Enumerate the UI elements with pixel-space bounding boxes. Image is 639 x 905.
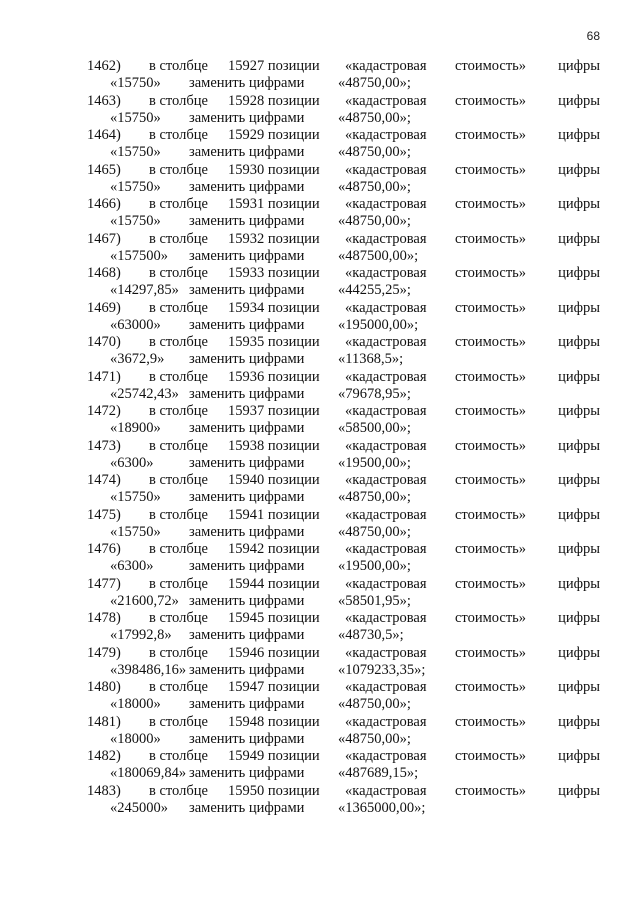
entry-number: 1483) [87, 782, 121, 799]
old-value: «15750» [110, 213, 161, 229]
old-value: «6300» [110, 558, 154, 574]
old-value: «6300» [110, 454, 154, 471]
digits-label: цифры [558, 230, 600, 247]
replace-label: заменить цифрами [189, 765, 305, 781]
column-number: 15949 [228, 748, 265, 764]
old-value: «18900» [110, 420, 161, 436]
cadastral-label: «кадастровая [345, 575, 427, 592]
column-number: 15948 [228, 713, 265, 730]
entry-number: 1475) [87, 506, 121, 523]
cadastral-label: «кадастровая [345, 541, 427, 557]
position-label: позиции [267, 782, 320, 799]
old-value: «15750» [110, 178, 161, 195]
cadastral-label: «кадастровая [345, 230, 427, 247]
cost-label: стоимость» [455, 782, 527, 799]
old-value: «157500» [110, 247, 168, 264]
digits-label: цифры [558, 575, 600, 592]
cost-label: стоимость» [455, 92, 527, 109]
amendment-entry [0, 438, 639, 473]
cost-label: стоимость» [455, 748, 527, 764]
replace-label: заменить цифрами [189, 523, 305, 540]
replace-label: заменить цифрами [189, 454, 305, 471]
cadastral-label: «кадастровая [345, 437, 427, 454]
cost-label: стоимость» [455, 506, 527, 523]
position-label: позиции [267, 437, 320, 454]
amendment-entry [0, 369, 639, 404]
position-label: позиции [267, 368, 320, 385]
amendment-entry [0, 403, 639, 438]
position-ref [228, 162, 320, 179]
position-label: позиции [267, 506, 320, 523]
position-label: позиции [267, 713, 320, 730]
in-column-label: в столбце [149, 782, 208, 799]
position-label: позиции [267, 265, 320, 281]
cost-label: стоимость» [455, 58, 527, 74]
replace-label: заменить цифрами [189, 144, 305, 160]
new-value: «48750,00»; [338, 213, 411, 229]
entry-number: 1462) [87, 58, 121, 74]
new-value: «487500,00»; [338, 247, 419, 264]
cost-label: стоимость» [455, 610, 527, 626]
old-value: «25742,43» [110, 385, 179, 402]
column-number: 15936 [228, 368, 265, 385]
column-number: 15932 [228, 230, 265, 247]
new-value: «58500,00»; [338, 420, 411, 436]
in-column-label: в столбце [149, 58, 208, 74]
old-value: «15750» [110, 144, 161, 160]
old-value: «398486,16» [110, 661, 187, 678]
cost-label: стоимость» [455, 437, 527, 454]
in-column-label: в столбце [149, 506, 208, 523]
position-ref [228, 645, 320, 662]
cost-label: стоимость» [455, 299, 527, 316]
position-ref [228, 438, 320, 455]
old-value: «17992,8» [110, 627, 172, 643]
cost-label: стоимость» [455, 230, 527, 247]
digits-label: цифры [558, 92, 600, 109]
new-value: «19500,00»; [338, 454, 411, 471]
digits-label: цифры [558, 713, 600, 730]
in-column-label: в столбце [149, 334, 208, 350]
cost-label: стоимость» [455, 403, 527, 419]
digits-label: цифры [558, 610, 600, 626]
old-value: «15750» [110, 523, 161, 540]
cadastral-label: «кадастровая [345, 644, 427, 661]
column-number: 15930 [228, 161, 265, 178]
replace-label: заменить цифрами [189, 385, 305, 402]
column-number: 15934 [228, 299, 265, 316]
digits-label: цифры [558, 541, 600, 557]
in-column-label: в столбце [149, 403, 208, 419]
amendment-entry [0, 265, 639, 300]
position-label: позиции [267, 575, 320, 592]
column-number: 15935 [228, 334, 265, 350]
column-number: 15937 [228, 403, 265, 419]
position-ref [228, 196, 320, 213]
cost-label: стоимость» [455, 334, 527, 350]
position-label: позиции [267, 679, 320, 695]
digits-label: цифры [558, 403, 600, 419]
position-ref [228, 679, 320, 696]
position-label: позиции [267, 196, 320, 212]
cost-label: стоимость» [455, 265, 527, 281]
column-number: 15950 [228, 782, 265, 799]
cost-label: стоимость» [455, 644, 527, 661]
old-value: «3672,9» [110, 351, 165, 367]
entry-number: 1471) [87, 368, 121, 385]
old-value: «245000» [110, 799, 168, 816]
cadastral-label: «кадастровая [345, 58, 427, 74]
replace-label: заменить цифрами [189, 420, 305, 436]
in-column-label: в столбце [149, 368, 208, 385]
position-ref [228, 507, 320, 524]
cadastral-label: «кадастровая [345, 161, 427, 178]
position-label: позиции [267, 748, 320, 764]
old-value: «15750» [110, 75, 161, 91]
amendment-entry [0, 300, 639, 335]
position-label: позиции [267, 230, 320, 247]
entry-number: 1474) [87, 472, 121, 488]
in-column-label: в столбце [149, 92, 208, 109]
replace-label: заменить цифрами [189, 282, 305, 298]
in-column-label: в столбце [149, 437, 208, 454]
cadastral-label: «кадастровая [345, 472, 427, 488]
in-column-label: в столбце [149, 644, 208, 661]
new-value: «48750,00»; [338, 730, 411, 747]
column-number: 15940 [228, 472, 265, 488]
new-value: «44255,25»; [338, 282, 411, 298]
replace-label: заменить цифрами [189, 627, 305, 643]
replace-label: заменить цифрами [189, 799, 305, 816]
amendment-entry [0, 576, 639, 611]
in-column-label: в столбце [149, 679, 208, 695]
new-value: «1079233,35»; [338, 661, 426, 678]
cadastral-label: «кадастровая [345, 299, 427, 316]
new-value: «48750,00»; [338, 696, 411, 712]
digits-label: цифры [558, 334, 600, 350]
replace-label: заменить цифрами [189, 178, 305, 195]
cadastral-label: «кадастровая [345, 679, 427, 695]
position-label: позиции [267, 541, 320, 557]
entry-number: 1465) [87, 161, 121, 178]
cadastral-label: «кадастровая [345, 403, 427, 419]
new-value: «487689,15»; [338, 765, 419, 781]
replace-label: заменить цифрами [189, 75, 305, 91]
position-label: позиции [267, 161, 320, 178]
position-ref [228, 403, 320, 420]
position-label: позиции [267, 299, 320, 316]
position-label: позиции [267, 644, 320, 661]
cadastral-label: «кадастровая [345, 748, 427, 764]
entry-number: 1480) [87, 679, 121, 695]
digits-label: цифры [558, 679, 600, 695]
digits-label: цифры [558, 782, 600, 799]
cost-label: стоимость» [455, 713, 527, 730]
digits-label: цифры [558, 161, 600, 178]
amendment-list [0, 58, 639, 817]
old-value: «63000» [110, 316, 161, 333]
new-value: «48750,00»; [338, 144, 411, 160]
cadastral-label: «кадастровая [345, 92, 427, 109]
in-column-label: в столбце [149, 196, 208, 212]
position-ref [228, 231, 320, 248]
position-label: позиции [267, 127, 320, 143]
replace-label: заменить цифрами [189, 661, 305, 678]
entry-number: 1481) [87, 713, 121, 730]
entry-number: 1472) [87, 403, 121, 419]
old-value: «15750» [110, 489, 161, 505]
digits-label: цифры [558, 368, 600, 385]
in-column-label: в столбце [149, 541, 208, 557]
column-number: 15945 [228, 610, 265, 626]
new-value: «48750,00»; [338, 109, 411, 126]
replace-label: заменить цифрами [189, 316, 305, 333]
old-value: «15750» [110, 109, 161, 126]
position-ref [228, 610, 320, 627]
in-column-label: в столбце [149, 265, 208, 281]
new-value: «1365000,00»; [338, 799, 426, 816]
in-column-label: в столбце [149, 472, 208, 488]
digits-label: цифры [558, 472, 600, 488]
amendment-entry [0, 541, 639, 576]
position-ref [228, 127, 320, 144]
position-ref [228, 334, 320, 351]
amendment-entry [0, 334, 639, 369]
digits-label: цифры [558, 196, 600, 212]
digits-label: цифры [558, 127, 600, 143]
column-number: 15946 [228, 644, 265, 661]
cadastral-label: «кадастровая [345, 127, 427, 143]
column-number: 15944 [228, 575, 265, 592]
replace-label: заменить цифрами [189, 592, 305, 609]
digits-label: цифры [558, 506, 600, 523]
column-number: 15931 [228, 196, 265, 212]
cost-label: стоимость» [455, 575, 527, 592]
old-value: «21600,72» [110, 592, 179, 609]
digits-label: цифры [558, 299, 600, 316]
cadastral-label: «кадастровая [345, 506, 427, 523]
position-ref [228, 541, 320, 558]
amendment-entry [0, 783, 639, 818]
replace-label: заменить цифрами [189, 489, 305, 505]
replace-label: заменить цифрами [189, 558, 305, 574]
entry-number: 1477) [87, 575, 121, 592]
column-number: 15933 [228, 265, 265, 281]
position-ref [228, 576, 320, 593]
entry-number: 1463) [87, 92, 121, 109]
entry-number: 1467) [87, 230, 121, 247]
position-ref [228, 93, 320, 110]
entry-number: 1469) [87, 299, 121, 316]
entry-number: 1482) [87, 748, 121, 764]
digits-label: цифры [558, 265, 600, 281]
replace-label: заменить цифрами [189, 109, 305, 126]
amendment-entry [0, 610, 639, 645]
position-ref [228, 58, 320, 75]
cadastral-label: «кадастровая [345, 265, 427, 281]
cadastral-label: «кадастровая [345, 196, 427, 212]
old-value: «14297,85» [110, 282, 179, 298]
cadastral-label: «кадастровая [345, 713, 427, 730]
position-ref [228, 748, 320, 765]
position-ref [228, 714, 320, 731]
entry-number: 1473) [87, 437, 121, 454]
amendment-entry [0, 58, 639, 93]
digits-label: цифры [558, 437, 600, 454]
cadastral-label: «кадастровая [345, 782, 427, 799]
cadastral-label: «кадастровая [345, 368, 427, 385]
in-column-label: в столбце [149, 299, 208, 316]
entry-number: 1478) [87, 610, 121, 626]
cost-label: стоимость» [455, 541, 527, 557]
new-value: «79678,95»; [338, 385, 411, 402]
cost-label: стоимость» [455, 127, 527, 143]
entry-number: 1470) [87, 334, 121, 350]
new-value: «48750,00»; [338, 489, 411, 505]
replace-label: заменить цифрами [189, 247, 305, 264]
new-value: «11368,5»; [338, 351, 404, 367]
digits-label: цифры [558, 748, 600, 764]
in-column-label: в столбце [149, 230, 208, 247]
cost-label: стоимость» [455, 161, 527, 178]
in-column-label: в столбце [149, 127, 208, 143]
entry-number: 1464) [87, 127, 121, 143]
new-value: «19500,00»; [338, 558, 411, 574]
position-label: позиции [267, 610, 320, 626]
replace-label: заменить цифрами [189, 351, 305, 367]
new-value: «48750,00»; [338, 178, 411, 195]
amendment-entry [0, 645, 639, 680]
column-number: 15942 [228, 541, 265, 557]
page-number: 68 [586, 29, 600, 43]
new-value: «58501,95»; [338, 592, 411, 609]
position-label: позиции [267, 472, 320, 488]
amendment-entry [0, 472, 639, 507]
replace-label: заменить цифрами [189, 696, 305, 712]
amendment-entry [0, 748, 639, 783]
digits-label: цифры [558, 644, 600, 661]
in-column-label: в столбце [149, 610, 208, 626]
position-ref [228, 783, 320, 800]
column-number: 15927 [228, 58, 265, 74]
column-number: 15938 [228, 437, 265, 454]
column-number: 15928 [228, 92, 265, 109]
amendment-entry [0, 162, 639, 197]
position-label: позиции [267, 334, 320, 350]
entry-number: 1468) [87, 265, 121, 281]
amendment-entry [0, 714, 639, 749]
in-column-label: в столбце [149, 713, 208, 730]
position-label: позиции [267, 58, 320, 74]
new-value: «48750,00»; [338, 523, 411, 540]
position-ref [228, 265, 320, 282]
amendment-entry [0, 196, 639, 231]
position-ref [228, 472, 320, 489]
replace-label: заменить цифрами [189, 213, 305, 229]
entry-number: 1466) [87, 196, 121, 212]
position-label: позиции [267, 403, 320, 419]
cost-label: стоимость» [455, 196, 527, 212]
position-label: позиции [267, 92, 320, 109]
entry-number: 1479) [87, 644, 121, 661]
position-ref [228, 300, 320, 317]
digits-label: цифры [558, 58, 600, 74]
column-number: 15929 [228, 127, 265, 143]
new-value: «48750,00»; [338, 75, 411, 91]
amendment-entry [0, 679, 639, 714]
amendment-entry [0, 93, 639, 128]
cost-label: стоимость» [455, 679, 527, 695]
amendment-entry [0, 507, 639, 542]
new-value: «48730,5»; [338, 627, 404, 643]
old-value: «180069,84» [110, 765, 187, 781]
cadastral-label: «кадастровая [345, 334, 427, 350]
amendment-entry [0, 127, 639, 162]
in-column-label: в столбце [149, 575, 208, 592]
position-ref [228, 369, 320, 386]
in-column-label: в столбце [149, 161, 208, 178]
cost-label: стоимость» [455, 472, 527, 488]
replace-label: заменить цифрами [189, 730, 305, 747]
column-number: 15941 [228, 506, 265, 523]
cadastral-label: «кадастровая [345, 610, 427, 626]
in-column-label: в столбце [149, 748, 208, 764]
cost-label: стоимость» [455, 368, 527, 385]
new-value: «195000,00»; [338, 316, 419, 333]
entry-number: 1476) [87, 541, 121, 557]
amendment-entry [0, 231, 639, 266]
old-value: «18000» [110, 730, 161, 747]
old-value: «18000» [110, 696, 161, 712]
column-number: 15947 [228, 679, 265, 695]
